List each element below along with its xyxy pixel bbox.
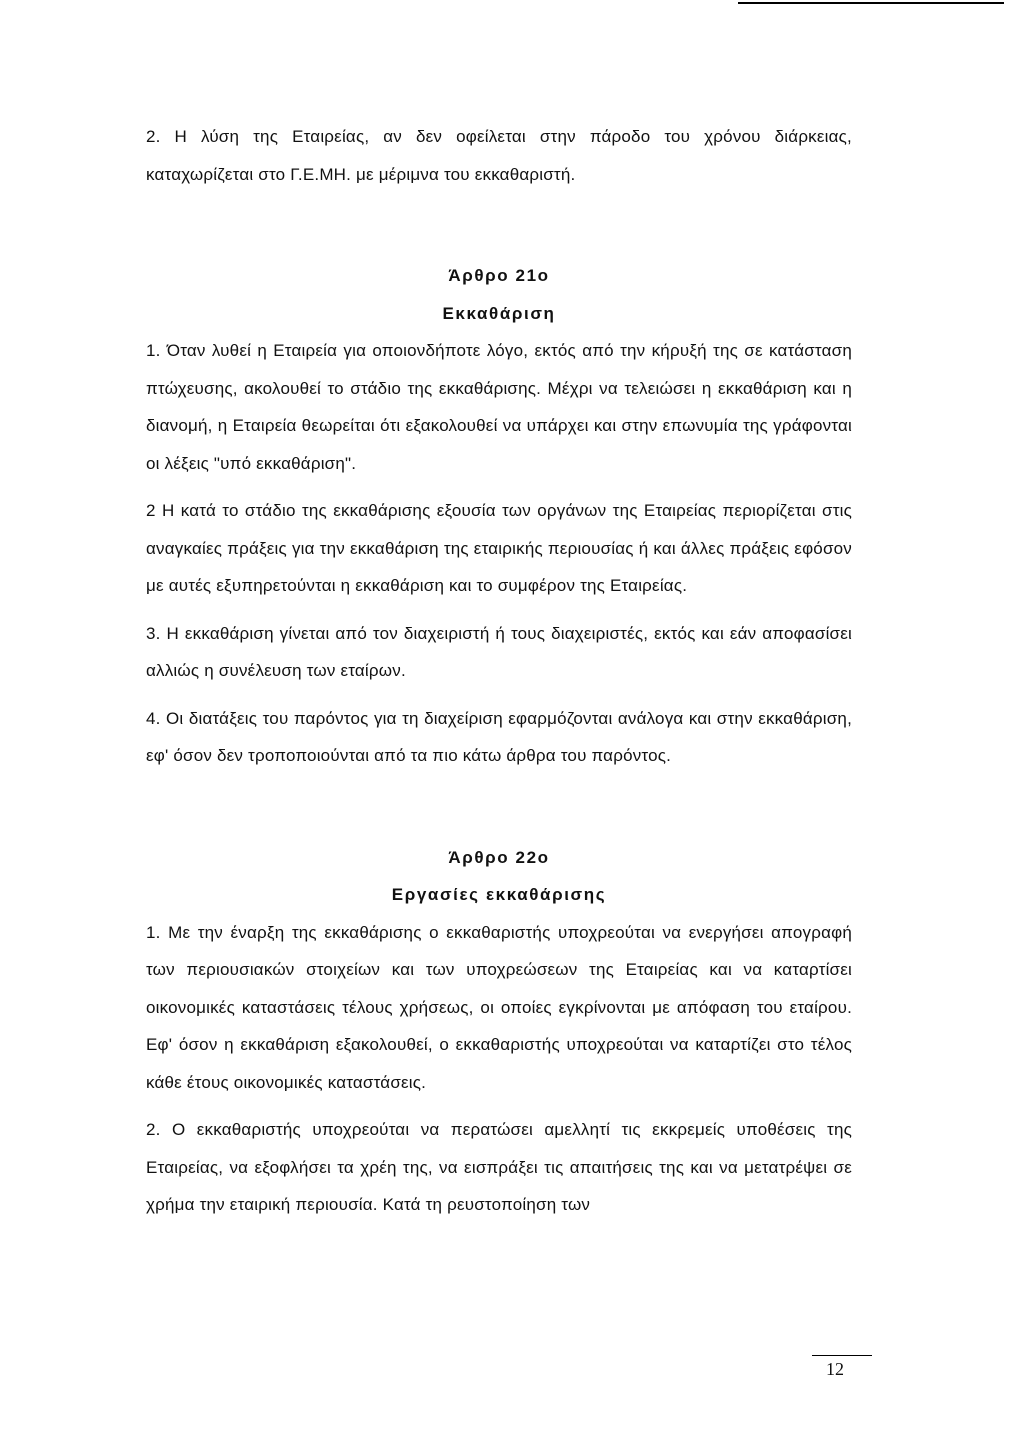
article-21-subtitle: Εκκαθάριση — [442, 303, 556, 323]
paragraph-dissolution-registration: 2. Η λύση της Εταιρείας, αν δεν οφείλεται στην πάροδο του χρόνου διάρκειας, καταχωρίζεται στο Γ.Ε.ΜΗ. με μέριμνα του εκκαθαριστή. — [146, 127, 852, 184]
article-22-title: Άρθρο 22ο — [448, 847, 550, 867]
article-21-paragraph-4: 4. Οι διατάξεις του παρόντος για τη διαχείριση εφαρμόζονται ανάλογα και στην εκκαθάριση, εφ' όσον δεν τροποποιούνται από τα πιο κάτω άρθρα του παρόντος. — [146, 708, 852, 765]
article-21-paragraph-3: 3. Η εκκαθάριση γίνεται από τον διαχειριστή ή τους διαχειριστές, εκτός και εάν αποφασίσει αλλιώς η συνέλευση των εταίρων. — [146, 623, 852, 680]
top-rule — [738, 2, 1004, 4]
document-page — [146, 118, 852, 1224]
article-22-subtitle: Εργασίες εκκαθάρισης — [391, 885, 607, 904]
spacer — [146, 605, 852, 615]
article-21-title: Άρθρο 21ο — [448, 266, 550, 285]
spacer — [146, 193, 852, 257]
article-21-paragraph-1: 1. Όταν λυθεί η Εταιρεία για οποιονδήποτε λόγο, εκτός από την κήρυξή της σε κατάσταση πτώχευσης, ακολουθεί το στάδιο της εκκαθάρισης. Μέχρι να τελειώσει η εκκαθάριση και η διανομή, η Εταιρεία θεωρείται ότι εξακολουθεί να υπάρχει και στην επωνυμία της γράφονται οι λέξεις "υπό εκκαθάριση". — [146, 341, 852, 473]
spacer — [146, 1101, 852, 1111]
spacer — [146, 690, 852, 700]
article-21-paragraph-2: 2 Η κατά το στάδιο της εκκαθάρισης εξουσία των οργάνων της Εταιρείας περιορίζεται στις αναγκαίες πράξεις για την εκκαθάριση της εταιρικής περιουσίας ή και άλλες πράξεις εφόσον με αυτές εξυπηρετούνται η εκκαθάριση και το συμφέρον της Εταιρείας. — [146, 501, 852, 595]
article-22-paragraph-2: 2. Ο εκκαθαριστής υποχρεούται να περατώσει αμελλητί τις εκκρεμείς υποθέσεις της Εταιρείας, να εξοφλήσει τα χρέη της, να εισπράξει τις απαιτήσεις της και να μετατρέψει σε χρήμα την εταιρική περιουσία. Κατά τη ρευστοποίηση των — [146, 1120, 852, 1214]
spacer — [146, 775, 852, 839]
spacer — [146, 482, 852, 492]
footer-rule — [812, 1355, 872, 1356]
article-22-paragraph-1: 1. Με την έναρξη της εκκαθάρισης ο εκκαθαριστής υποχρεούται να ενεργήσει απογραφή των περιουσιακών στοιχείων και των υποχρεώσεων της Εταιρείας και να καταρτίσει οικονομικές καταστάσεις τέλους χρήσεως, οι οποίες εγκρίνονται με απόφαση του εταίρου. Εφ' όσον η εκκαθάριση εξακολουθεί, ο εκκαθαριστής υποχρεούται να καταρτίζει στο τέλος κάθε έτους οικονομικές καταστάσεις. — [146, 922, 852, 1092]
page-number: 12 — [826, 1359, 844, 1379]
